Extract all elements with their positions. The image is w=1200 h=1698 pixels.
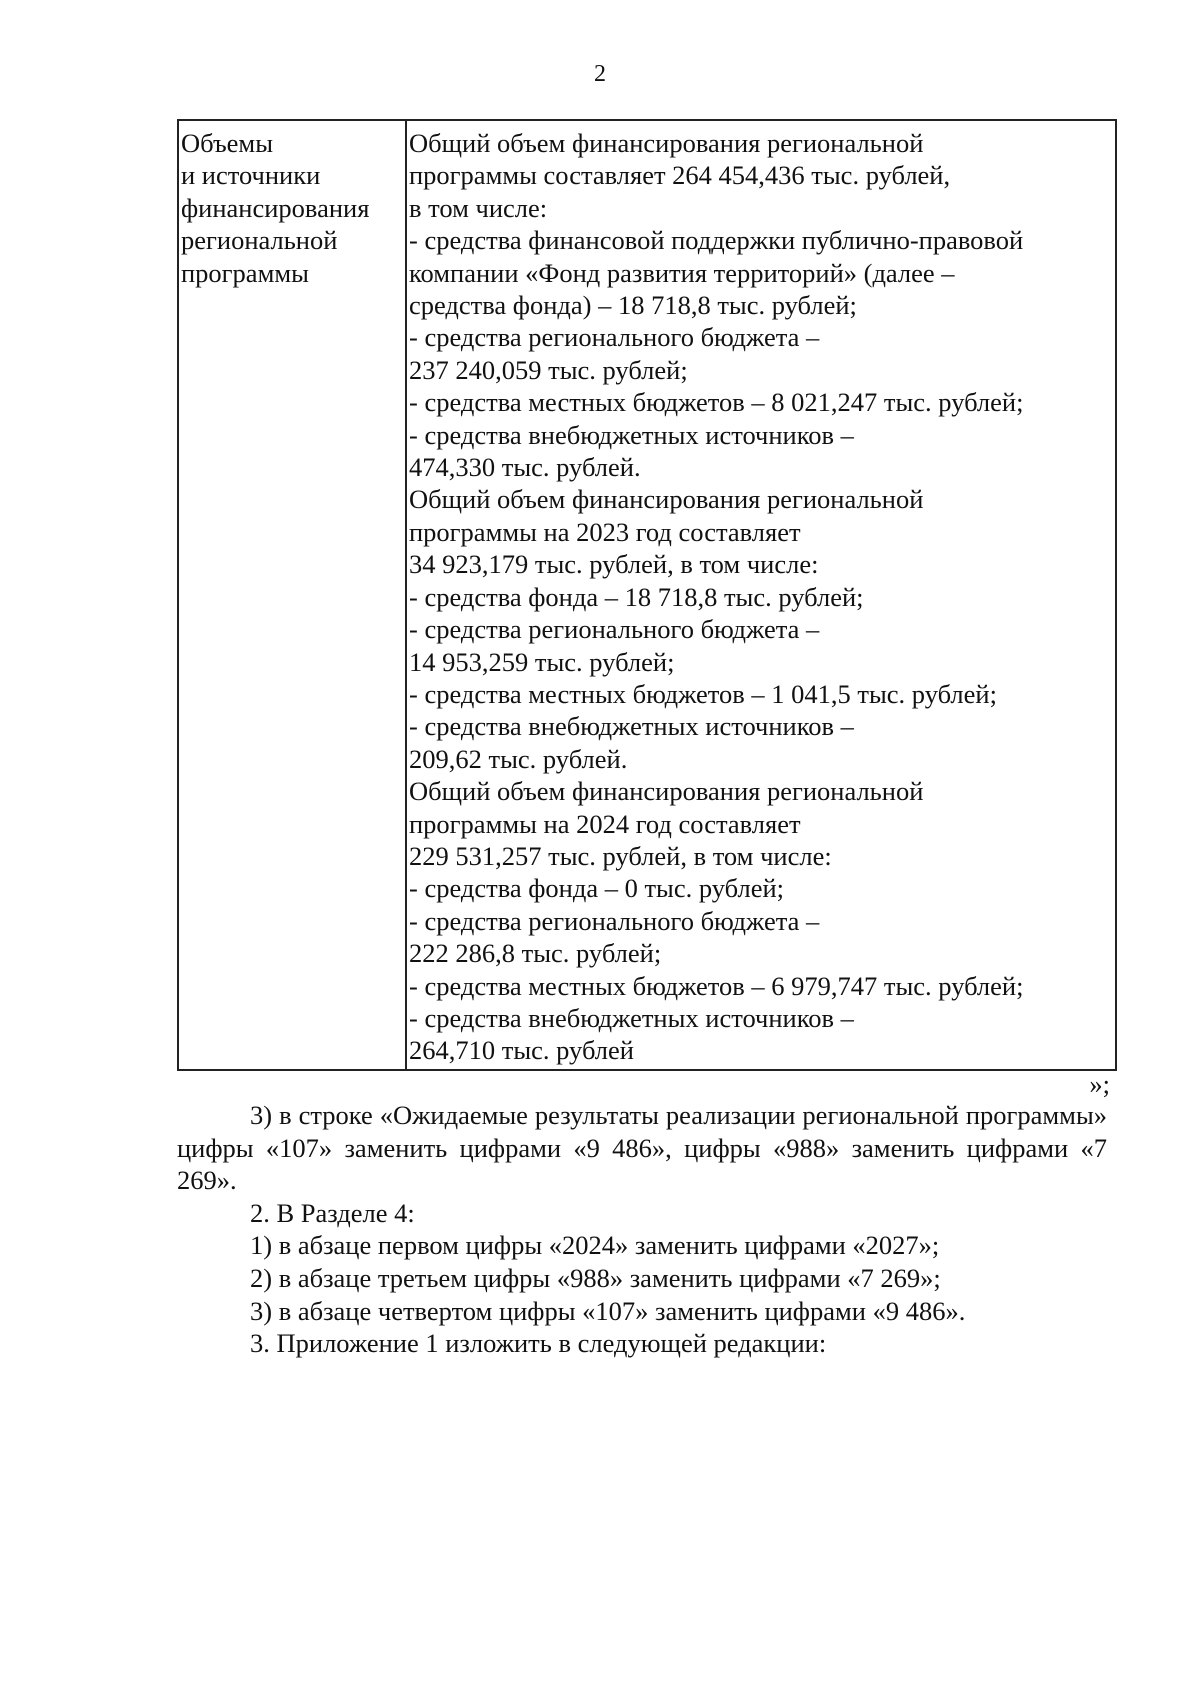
funding-2024-line: Общий объем финансирования региональной (409, 776, 924, 807)
funding-2024-line: - средства местных бюджетов – 6 979,747 тыс. рублей; (409, 970, 1024, 1001)
appendix1-paragraph: 3. Приложение 1 изложить в следующей редакции: (250, 1328, 827, 1359)
funding-2023-line: - средства внебюджетных источников – (409, 711, 854, 742)
funding-2024-line: - средства фонда – 0 тыс. рублей; (409, 873, 785, 904)
funding-label-line: региональной (181, 225, 338, 256)
funding-total-line: программы составляет 264 454,436 тыс. рублей, (409, 160, 951, 191)
funding-source-line: - средства местных бюджетов – 8 021,247 тыс. рублей; (409, 387, 1024, 418)
section4-item-2: 2) в абзаце третьем цифры «988» заменить цифрами «7 269»; (250, 1262, 941, 1293)
funding-2024-line: 264,710 тыс. рублей (409, 1035, 634, 1066)
funding-source-line: компании «Фонд развития территорий» (далее – (409, 257, 955, 288)
funding-2023-line: 209,62 тыс. рублей. (409, 743, 628, 774)
funding-source-line: - средства финансовой поддержки публично-правовой (409, 225, 1024, 256)
page-number: 2 (594, 61, 606, 87)
funding-label-line: финансирования (181, 192, 370, 223)
funding-2024-line: программы на 2024 год составляет (409, 808, 801, 839)
funding-total-line: Общий объем финансирования региональной (409, 128, 924, 158)
funding-2023-line: 34 923,179 тыс. рублей, в том числе: (409, 549, 819, 580)
closing-quote: »; (1089, 1069, 1110, 1099)
funding-label-cell (178, 120, 406, 1070)
funding-total-line: в том числе: (409, 192, 548, 223)
funding-2024-line: - средства регионального бюджета – (409, 905, 820, 936)
section4-heading: 2. В Разделе 4: (250, 1197, 415, 1228)
funding-source-line: - средства внебюджетных источников – (409, 419, 854, 450)
funding-2023-line: Общий объем финансирования региональной (409, 484, 924, 515)
funding-passport-table (177, 119, 1117, 1071)
section4-item-1: 1) в абзаце первом цифры «2024» заменить цифрами «2027»; (250, 1230, 940, 1261)
funding-source-line: 474,330 тыс. рублей. (409, 452, 641, 483)
funding-2023-line: программы на 2023 год составляет (409, 516, 801, 547)
funding-2024-line: - средства внебюджетных источников – (409, 1002, 854, 1033)
funding-label-line: и источники (181, 160, 321, 191)
funding-source-line: - средства регионального бюджета – (409, 322, 820, 353)
expected-results-paragraph: 3) в строке «Ожидаемые результаты реализации региональной программы» цифры «107» заменить цифрами «9 486», цифры «988» заменить цифрами «7 269». (177, 1100, 1107, 1196)
table-row (178, 120, 1116, 1070)
funding-label-line: Объемы (181, 128, 273, 158)
funding-source-line: 237 240,059 тыс. рублей; (409, 354, 688, 385)
funding-2024-line: 222 286,8 тыс. рублей; (409, 938, 662, 969)
funding-source-line: средства фонда) – 18 718,8 тыс. рублей; (409, 290, 857, 321)
funding-2023-line: - средства регионального бюджета – (409, 614, 820, 645)
funding-2024-line: 229 531,257 тыс. рублей, в том числе: (409, 840, 832, 871)
funding-2023-line: - средства фонда – 18 718,8 тыс. рублей; (409, 581, 864, 612)
amendment-text (177, 1099, 1107, 1360)
funding-2023-line: - средства местных бюджетов – 1 041,5 тыс. рублей; (409, 678, 997, 709)
funding-value-cell (406, 120, 1116, 1070)
funding-label-line: программы (181, 257, 309, 288)
funding-2023-line: 14 953,259 тыс. рублей; (409, 646, 675, 677)
section4-item-3: 3) в абзаце четвертом цифры «107» заменить цифрами «9 486». (250, 1295, 966, 1326)
